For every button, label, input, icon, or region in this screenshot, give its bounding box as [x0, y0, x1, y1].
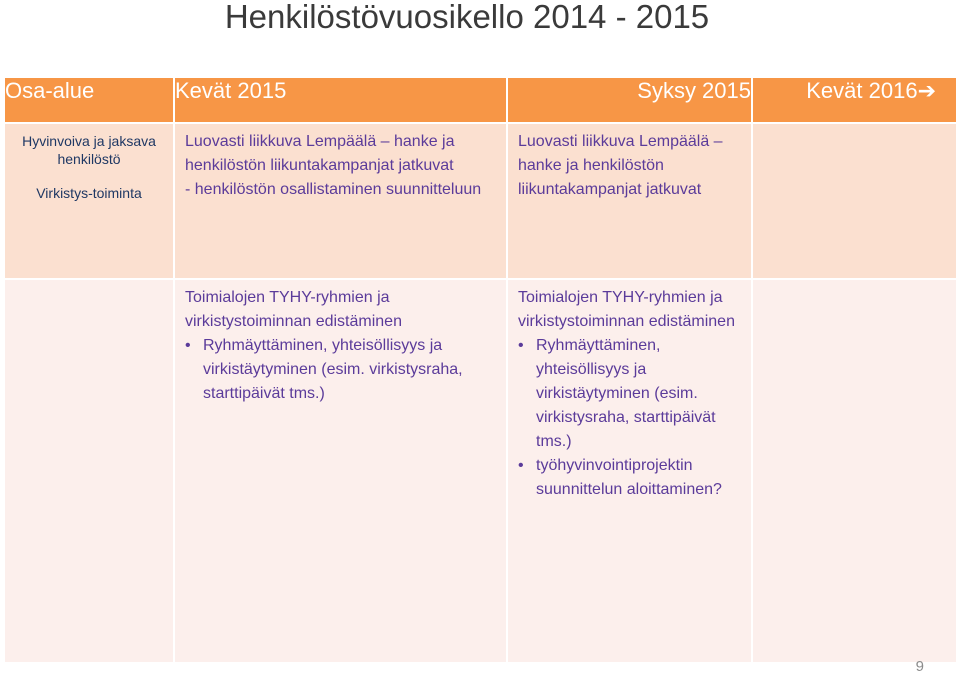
autumn-2015-text: Luovasti liikkuva Lempäälä – hanke ja henkilöstön liikuntakampanjat jatkuvat: [518, 133, 723, 198]
autumn-2015-heading: Toimialojen TYHY-ryhmien ja virkistystoiminnan edistäminen: [518, 289, 735, 330]
spring-2015-text: Luovasti liikkuva Lempäälä – hanke ja henkilöstön liikuntakampanjat jatkuvat: [185, 133, 455, 174]
page-title: Henkilöstövuosikello 2014 - 2015: [224, 0, 710, 35]
schedule-table: [3, 76, 958, 664]
page-number: 9: [915, 658, 924, 675]
header-cell-spring-2015: Kevät 2015: [174, 77, 507, 123]
spring-2016-cell: [752, 123, 957, 279]
spring-2015-cell: [174, 279, 507, 663]
area-sublabel: Virkistys-toiminta: [36, 185, 142, 201]
spring-2015-heading: Toimialojen TYHY-ryhmien ja virkistystoiminnan edistäminen: [185, 289, 402, 330]
area-label: Hyvinvoiva ja jaksava henkilöstö: [22, 133, 156, 167]
list-item: • Ryhmäyttäminen, yhteisöllisyys ja virkistäytyminen (esim. virkistysraha, starttipäivät tms.): [203, 334, 496, 406]
header-cell-spring-2016-label: Kevät 2016: [806, 78, 918, 103]
spring-2015-subtext: - henkilöstön osallistaminen suunnitteluun: [185, 181, 482, 198]
header-cell-autumn-2015: Syksy 2015: [507, 77, 752, 123]
table-row: [4, 123, 957, 279]
header-row: [4, 77, 957, 123]
autumn-2015-cell: [507, 123, 752, 279]
list-item: • Ryhmäyttäminen, yhteisöllisyys ja virkistäytyminen (esim. virkistysraha, starttipäivät tms.): [536, 334, 741, 454]
list-item: • työhyvinvointiprojektin suunnittelun aloittaminen?: [536, 454, 741, 502]
area-label-cell: [4, 123, 174, 279]
autumn-2015-bullet-list: [518, 334, 741, 502]
spring-2016-cell: [752, 279, 957, 663]
table-row: [4, 279, 957, 663]
spring-2015-bullet-list: [185, 334, 496, 406]
header-cell-area: Osa-alue: [4, 77, 174, 123]
autumn-2015-cell: [507, 279, 752, 663]
area-label-cell-empty: [4, 279, 174, 663]
header-cell-spring-2016: [752, 77, 957, 123]
arrow-right-icon: ➔: [917, 78, 936, 103]
spring-2015-cell: [174, 123, 507, 279]
